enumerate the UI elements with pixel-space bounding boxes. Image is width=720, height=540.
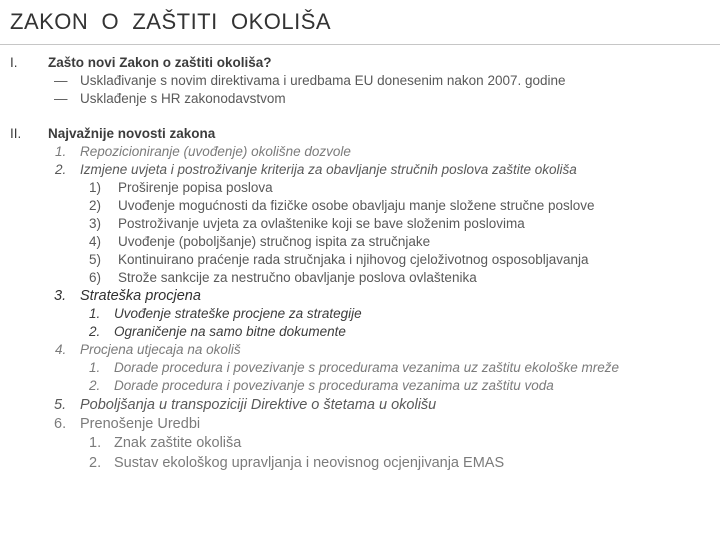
subitem-text: Strože sankcije za nestručno obavljanje poslova ovlaštenika <box>118 270 477 285</box>
subitem-number: 4) <box>89 234 102 249</box>
subitem-text: Sustav ekološkog upravljanja i neovisnog ocjenjivanja EMAS <box>114 455 505 471</box>
item-text: Repozicioniranje (uvođenje) okolišne dozvole <box>80 144 351 159</box>
subitem-number: 2) <box>89 198 102 213</box>
subitem-text: Proširenje popisa poslova <box>118 180 273 195</box>
subitem-number: 2. <box>89 455 102 471</box>
item-number: 3. <box>54 288 67 304</box>
section-numeral: II. <box>10 126 22 141</box>
item-text: Procjena utjecaja na okoliš <box>80 342 241 357</box>
item-number: 4. <box>55 342 67 357</box>
item-number: 5. <box>54 397 67 413</box>
title-divider-line <box>0 44 720 45</box>
item-number: 1. <box>55 144 67 159</box>
section-numeral: I. <box>10 55 18 70</box>
item-number: 2. <box>55 162 67 177</box>
subitem-number: 1. <box>89 306 101 321</box>
subitem-number: 5) <box>89 252 102 267</box>
item-text: Izmjene uvjeta i postroživanje kriterija za obavljanje stručnih poslova zaštite okoliša <box>80 162 577 177</box>
subitem-text: Dorade procedura i povezivanje s procedurama vezanima uz zaštitu ekološke mreže <box>114 360 620 375</box>
subitem-text: Kontinuirano praćenje rada stručnjaka i njihovog cjeloživotnog osposobljavanja <box>118 252 589 267</box>
bullet-text: Usklađenje s HR zakonodavstvom <box>80 91 286 106</box>
subitem-text: Dorade procedura i povezivanje s procedurama vezanima uz zaštitu voda <box>114 378 554 393</box>
dash-bullet: — <box>54 73 68 88</box>
subitem-number: 1. <box>89 360 101 375</box>
slide-title: ZAKON O ZAŠTITI OKOLIŠA <box>10 9 332 34</box>
section-heading: Zašto novi Zakon o zaštiti okoliša? <box>48 55 272 70</box>
subitem-text: Ograničenje na samo bitne dokumente <box>114 324 346 339</box>
subitem-text: Uvođenje (poboljšanje) stručnog ispita za stručnjake <box>118 234 431 249</box>
subitem-number: 1. <box>89 435 102 451</box>
subitem-text: Znak zaštite okoliša <box>114 435 242 451</box>
subitem-number: 2. <box>89 324 101 339</box>
bullet-text: Usklađivanje s novim direktivama i uredbama EU donesenim nakon 2007. godine <box>80 73 566 88</box>
item-text: Poboljšanja u transpoziciji Direktive o štetama u okolišu <box>80 397 437 413</box>
section-heading: Najvažnije novosti zakona <box>48 126 216 141</box>
subitem-text: Uvođenje mogućnosti da fizičke osobe obavljaju manje složene stručne poslove <box>118 198 595 213</box>
item-text: Strateška procjena <box>80 288 201 304</box>
subitem-text: Uvođenje strateške procjene za strategije <box>114 306 362 321</box>
subitem-number: 3) <box>89 216 102 231</box>
item-text: Prenošenje Uredbi <box>80 416 201 432</box>
subitem-number: 1) <box>89 180 102 195</box>
subitem-number: 2. <box>89 378 101 393</box>
item-number: 6. <box>54 416 67 432</box>
dash-bullet: — <box>54 91 68 106</box>
subitem-number: 6) <box>89 270 102 285</box>
subitem-text: Postroživanje uvjeta za ovlaštenike koji se bave složenim poslovima <box>118 216 525 231</box>
